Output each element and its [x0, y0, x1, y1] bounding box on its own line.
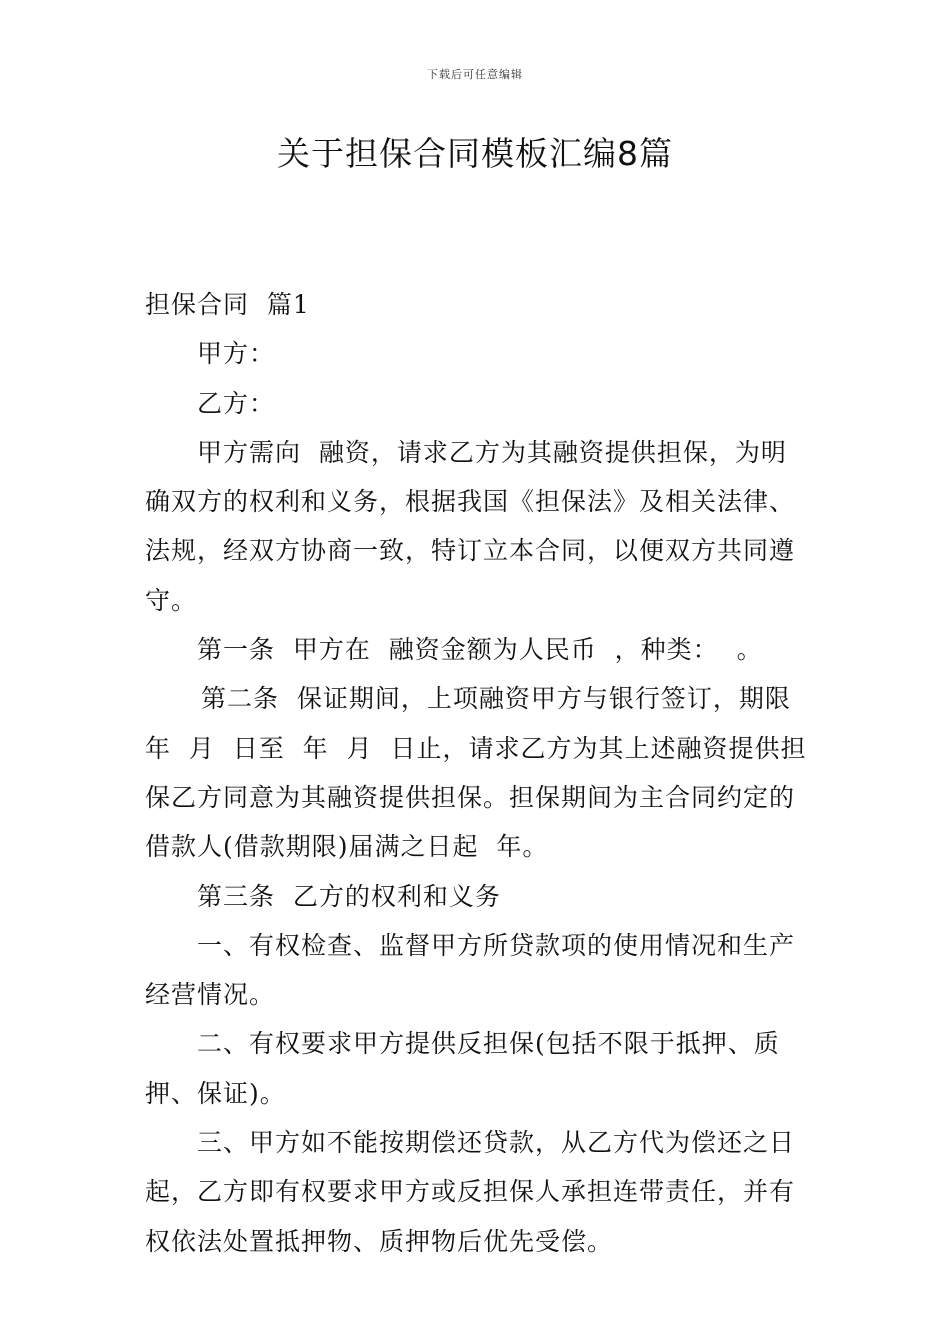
clause-1-paragraph: 一、有权检查、监督甲方所贷款项的使用情况和生产经营情况。 [145, 930, 796, 1010]
article-2-paragraph: 第二条 保证期间，上项融资甲方与银行签订，期限 年 月 日至 年 月 日止，请求乙方为其上述融资提供担保乙方同意为其融资提供担保。担保期间为主合同约定的借款人(借款期限)届满之日起 年。 [145, 684, 809, 862]
clause-3-paragraph: 三、甲方如不能按期偿还贷款，从乙方代为偿还之日起，乙方即有权要求甲方或反担保人承担连带责任，并有权依法处置抵押物、质押物后优先受偿。 [145, 1128, 796, 1256]
article-1-paragraph: 第一条 甲方在 融资金额为人民币 ，种类： 。 [197, 635, 763, 665]
document-title: 关于担保合同模板汇编8篇 [277, 134, 673, 173]
article-3-heading: 第三条 乙方的权利和义务 [197, 881, 501, 911]
section-heading: 担保合同 篇1 [145, 290, 310, 319]
party-b-line: 乙方： [197, 388, 276, 418]
preamble-paragraph: 甲方需向 融资，请求乙方为其融资提供担保，为明确双方的权利和义务，根据我国《担保法》及相关法律、法规，经双方协商一致，特订立本合同，以便双方共同遵守。 [145, 437, 796, 615]
document-body [145, 280, 810, 1266]
party-a-line: 甲方： [197, 339, 276, 369]
header-note: 下载后可任意编辑 [427, 68, 523, 81]
clause-2-paragraph: 二、有权要求甲方提供反担保(包括不限于抵押、质押、保证)。 [145, 1029, 780, 1108]
